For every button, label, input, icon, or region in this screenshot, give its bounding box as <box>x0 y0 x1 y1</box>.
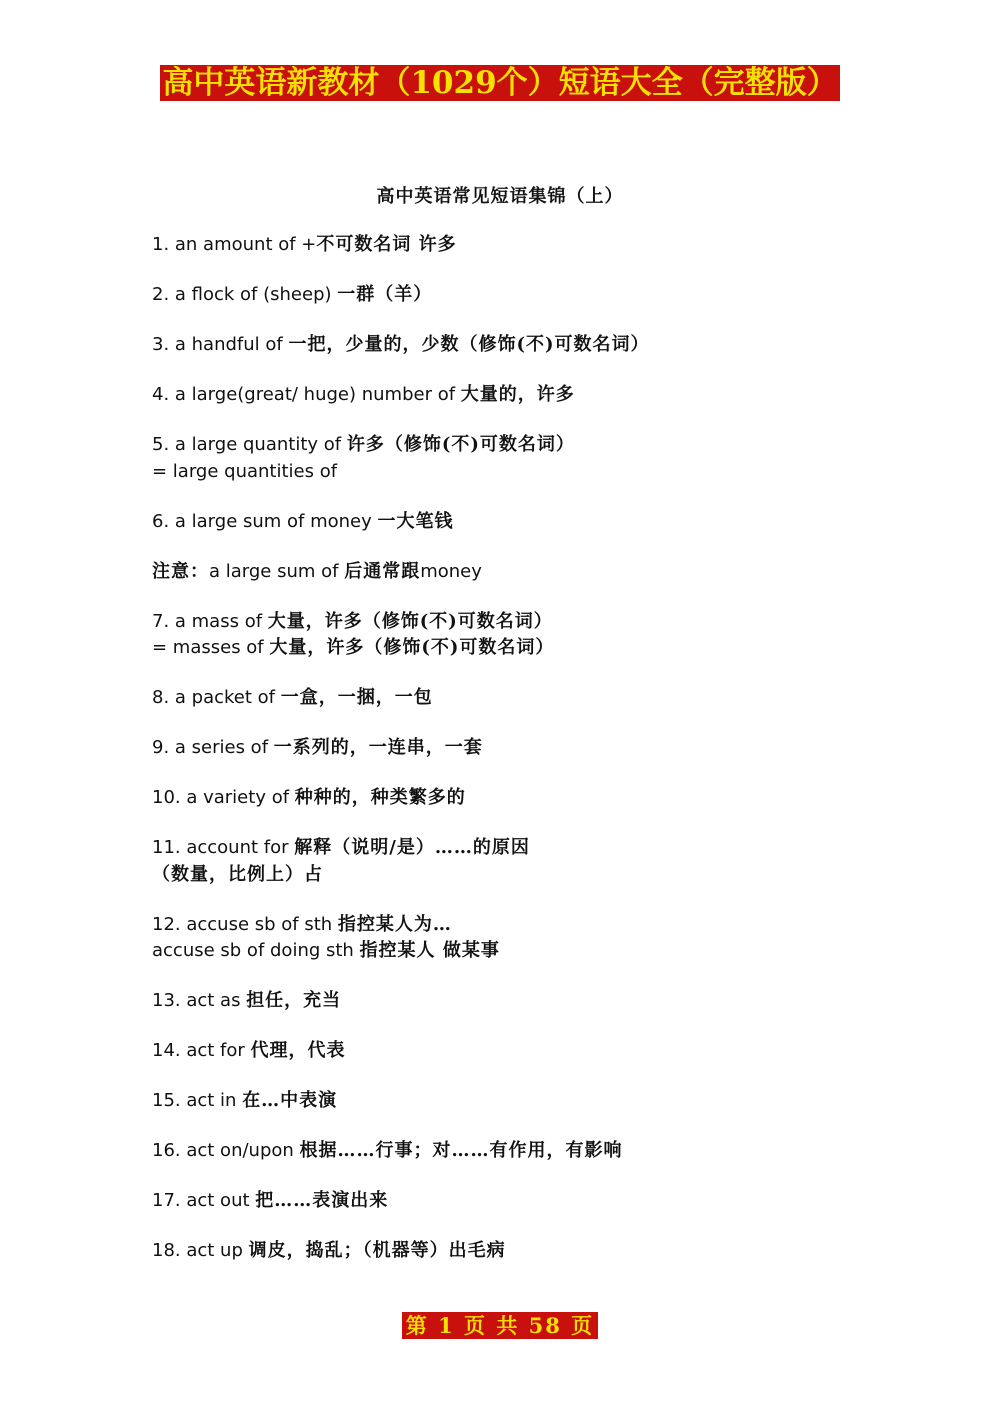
phrase-line <box>152 382 852 409</box>
phrase-line <box>152 735 852 762</box>
phrase-english: 17. act out <box>152 1190 256 1211</box>
phrase-entry <box>152 912 852 965</box>
phrase-chinese: 不可数名词 许多 <box>316 234 457 255</box>
phrase-entry <box>152 785 852 812</box>
section-subtitle: 高中英语常见短语集锦（上） <box>376 186 624 207</box>
phrase-english: money <box>420 560 482 582</box>
phrase-chinese: 种种的，种类繁多的 <box>294 787 466 808</box>
phrase-list <box>152 232 852 1288</box>
phrase-entry <box>152 988 852 1015</box>
phrase-line <box>152 1188 852 1215</box>
phrase-entry <box>152 559 852 586</box>
phrase-entry <box>152 332 852 359</box>
phrase-english: accuse sb of doing sth <box>152 940 360 961</box>
phrase-chinese: 在…中表演 <box>242 1090 338 1111</box>
phrase-english: 4. a large(great/ huge) number of <box>152 384 461 405</box>
phrase-entry <box>152 282 852 309</box>
phrase-line <box>152 1038 852 1065</box>
phrase-entry <box>152 835 852 888</box>
phrase-line <box>152 459 852 486</box>
phrase-english: 9. a series of <box>152 737 274 758</box>
phrase-english: 14. act for <box>152 1040 251 1061</box>
phrase-english: = large quantities of <box>152 460 338 482</box>
phrase-chinese: 担任，充当 <box>246 990 342 1011</box>
phrase-line <box>152 862 852 889</box>
phrase-english: 16. act on/upon <box>152 1140 300 1161</box>
phrase-line <box>152 1138 852 1165</box>
phrase-line <box>152 912 852 939</box>
phrase-chinese: 一把，少量的，少数（修饰(不)可数名词） <box>288 334 650 355</box>
phrase-chinese: 解释（说明/是）……的原因 <box>294 837 530 858</box>
phrase-line <box>152 785 852 812</box>
phrase-line <box>152 432 852 459</box>
phrase-chinese: 指控某人 做某事 <box>359 940 500 961</box>
phrase-line <box>152 988 852 1015</box>
phrase-chinese: 指控某人为… <box>337 913 452 935</box>
phrase-entry <box>152 232 852 259</box>
phrase-chinese: 注意： <box>152 560 209 582</box>
document-title-text: 高中英语新教材（1029个）短语大全（完整版） <box>162 65 838 101</box>
phrase-line <box>152 685 852 712</box>
phrase-chinese: 调皮，捣乱；（机器等）出毛病 <box>248 1240 506 1261</box>
phrase-chinese: 根据……行事；对……有作用，有影响 <box>299 1140 623 1161</box>
phrase-english: 1. an amount of + <box>152 234 317 255</box>
phrase-entry <box>152 432 852 485</box>
phrase-chinese: 大量，许多（修饰(不)可数名词） <box>269 637 555 658</box>
phrase-line <box>152 609 852 636</box>
phrase-english: = masses of <box>152 637 270 658</box>
phrase-chinese: 后通常跟 <box>344 560 421 582</box>
phrase-line <box>152 938 852 965</box>
phrase-entry <box>152 685 852 712</box>
phrase-english: 15. act in <box>152 1090 243 1111</box>
phrase-chinese: 一盒，一捆，一包 <box>280 687 433 708</box>
phrase-entry <box>152 609 852 662</box>
phrase-chinese: 许多（修饰(不)可数名词） <box>346 434 575 455</box>
phrase-english: 12. accuse sb of sth <box>152 913 338 935</box>
phrase-line <box>152 835 852 862</box>
phrase-english: 3. a handful of <box>152 334 289 355</box>
phrase-entry <box>152 1188 852 1215</box>
phrase-entry <box>152 1138 852 1165</box>
phrase-english: 18. act up <box>152 1240 249 1261</box>
phrase-entry <box>152 382 852 409</box>
phrase-line <box>152 282 852 309</box>
phrase-chinese: 把……表演出来 <box>255 1190 389 1211</box>
phrase-line <box>152 635 852 662</box>
phrase-english: 5. a large quantity of <box>152 434 347 455</box>
phrase-chinese: 一群（羊） <box>337 284 433 305</box>
phrase-entry <box>152 509 852 536</box>
phrase-english: 8. a packet of <box>152 687 281 708</box>
phrase-english: 2. a flock of (sheep) <box>152 284 338 305</box>
phrase-line <box>152 332 852 359</box>
phrase-chinese: 大量，许多（修饰(不)可数名词） <box>267 610 553 632</box>
phrase-line <box>152 509 852 536</box>
phrase-english: 6. a large sum of money <box>152 510 378 532</box>
phrase-chinese: 一系列的，一连串，一套 <box>273 737 483 758</box>
document-title <box>150 66 850 101</box>
phrase-chinese: 大量的，许多 <box>460 384 575 405</box>
phrase-english: 10. a variety of <box>152 787 295 808</box>
phrase-english: 7. a mass of <box>152 610 268 632</box>
phrase-entry <box>152 1088 852 1115</box>
phrase-line <box>152 559 852 586</box>
phrase-chinese: （数量，比例上）占 <box>152 863 323 885</box>
phrase-line <box>152 1088 852 1115</box>
phrase-entry <box>152 735 852 762</box>
phrase-english: a large sum of <box>209 560 345 582</box>
phrase-line <box>152 232 852 259</box>
phrase-entry <box>152 1238 852 1265</box>
phrase-english: 11. account for <box>152 837 295 858</box>
phrase-chinese: 一大笔钱 <box>377 510 454 532</box>
phrase-english: 13. act as <box>152 990 247 1011</box>
phrase-chinese: 代理，代表 <box>250 1040 346 1061</box>
phrase-line <box>152 1238 852 1265</box>
page-footer <box>0 1310 1000 1340</box>
phrase-entry <box>152 1038 852 1065</box>
page-number: 第 1 页 共 58 页 <box>402 1312 598 1339</box>
